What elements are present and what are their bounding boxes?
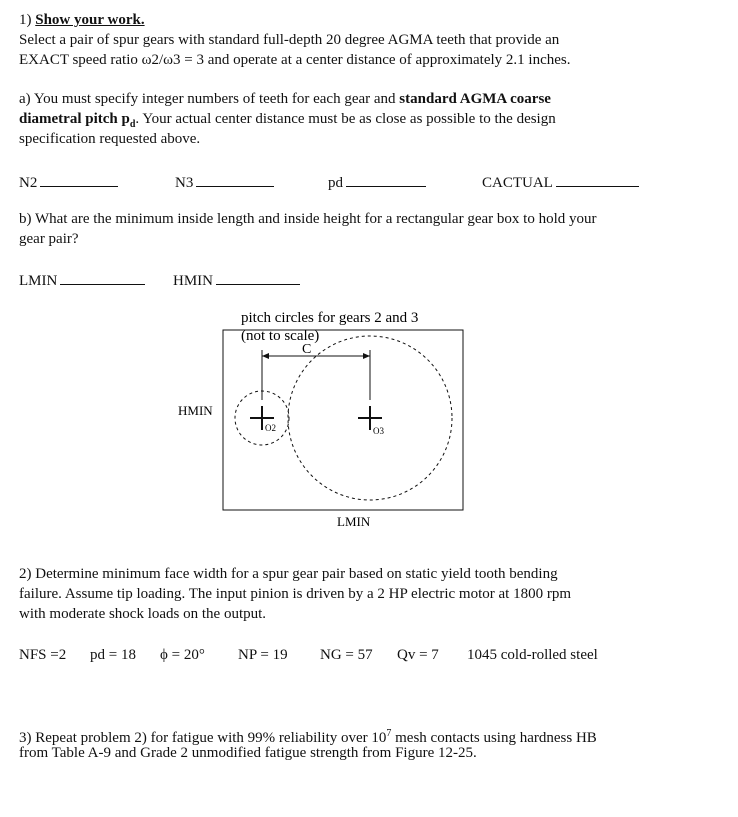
pd-blank[interactable] bbox=[346, 172, 426, 187]
o2-label: O2 bbox=[265, 423, 276, 433]
n3-label: N3 bbox=[175, 175, 194, 191]
param-nfs: NFS =2 bbox=[19, 647, 67, 663]
show-your-work-heading: Show your work. bbox=[35, 12, 145, 28]
problem-3-line-2: from Table A-9 and Grade 2 unmodified fatigue strength from Figure 12-25. bbox=[19, 745, 477, 761]
param-np: NP = 19 bbox=[238, 647, 288, 663]
hmin-label: HMIN bbox=[173, 273, 213, 289]
part-b-line-2: gear pair? bbox=[19, 231, 79, 247]
problem-1-line-1: Select a pair of spur gears with standard full-depth 20 degree AGMA teeth that provide an bbox=[19, 32, 560, 48]
center-distance-arrow-left bbox=[262, 353, 269, 359]
hmin-blank[interactable] bbox=[216, 270, 300, 285]
problem-1-number: 1) bbox=[19, 12, 36, 28]
diagram-lmin-label: LMIN bbox=[337, 514, 371, 529]
cactual-answer bbox=[482, 172, 639, 193]
param-qv: Qv = 7 bbox=[397, 647, 439, 663]
exponent: 7 bbox=[386, 728, 392, 739]
param-ng: NG = 57 bbox=[320, 647, 373, 663]
part-a-line-3: specification requested above. bbox=[19, 131, 201, 147]
n3-blank[interactable] bbox=[196, 172, 274, 187]
pd-label: pd bbox=[328, 175, 343, 191]
problem-3-text-pre: 3) Repeat problem 2) for fatigue with 99% reliability over 10 bbox=[19, 730, 387, 746]
problem-2-line-2: failure. Assume tip loading. The input pinion is driven by a 2 HP electric motor at 1800 rpm bbox=[19, 586, 571, 602]
n2-answer bbox=[19, 172, 118, 193]
param-pd: pd = 18 bbox=[90, 647, 136, 663]
param-phi: ϕ = 20° bbox=[160, 647, 205, 663]
problem-3-text-post: mesh contacts using hardness HB bbox=[391, 730, 597, 746]
center-distance-label: C bbox=[302, 342, 312, 357]
part-b-line-1: b) What are the minimum inside length and inside height for a rectangular gear box to hold your bbox=[19, 211, 597, 227]
pd-answer bbox=[328, 172, 426, 193]
diagram-caption-1: pitch circles for gears 2 and 3 bbox=[241, 310, 419, 326]
cactual-label: CACTUAL bbox=[482, 175, 553, 191]
part-a-bold-text: standard AGMA coarse bbox=[399, 91, 551, 107]
part-a-line-1 bbox=[19, 90, 551, 109]
cactual-blank[interactable] bbox=[556, 172, 639, 187]
center-distance-arrow-right bbox=[363, 353, 370, 359]
problem-2-line-1: 2) Determine minimum face width for a spur gear pair based on static yield tooth bending bbox=[19, 566, 558, 582]
diagram-caption-2: (not to scale) bbox=[241, 328, 320, 344]
lmin-answer bbox=[19, 270, 145, 291]
gear-box-diagram bbox=[170, 300, 480, 535]
o3-label: O3 bbox=[373, 426, 384, 436]
part-a-bold-pitch: diametral pitch p bbox=[19, 111, 130, 127]
problem-2-line-3: with moderate shock loads on the output. bbox=[19, 606, 267, 622]
diagram-hmin-label: HMIN bbox=[178, 403, 213, 418]
n2-blank[interactable] bbox=[40, 172, 118, 187]
lmin-label: LMIN bbox=[19, 273, 58, 289]
problem-1-heading bbox=[19, 11, 145, 30]
part-a-text: a) You must specify integer numbers of teeth for each gear and bbox=[19, 91, 400, 107]
pd-subscript: d bbox=[129, 119, 136, 130]
problem-1-line-2: EXACT speed ratio ω2/ω3 = 3 and operate at a center distance of approximately 2.1 inches. bbox=[19, 52, 571, 68]
lmin-blank[interactable] bbox=[60, 270, 145, 285]
n3-answer bbox=[175, 172, 274, 193]
n2-label: N2 bbox=[19, 175, 38, 191]
gear-box-rectangle bbox=[223, 330, 463, 510]
hmin-answer bbox=[173, 270, 300, 291]
part-a-rest: . Your actual center distance must be as close as possible to the design bbox=[135, 111, 556, 127]
param-material: 1045 cold-rolled steel bbox=[467, 647, 598, 663]
